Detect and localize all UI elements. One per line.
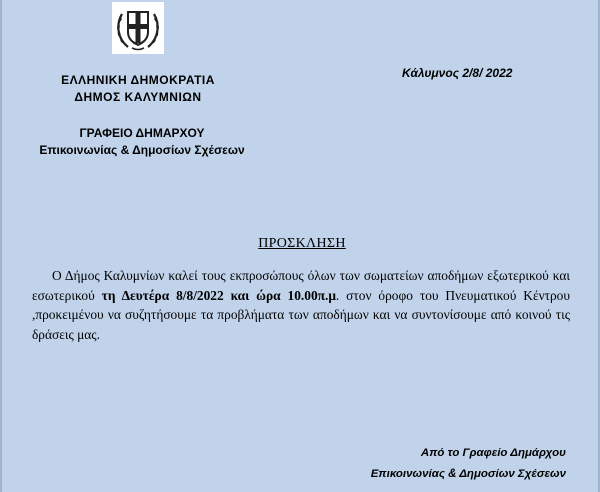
header-department: Επικοινωνίας & Δημοσίων Σχέσεων xyxy=(39,143,245,157)
header-municipality: ΔΗΜΟΣ ΚΑΛΥΜΝΙΩΝ xyxy=(74,90,202,104)
header-republic: ΕΛΛΗΝΙΚΗ ΔΗΜΟΚΡΑΤΙΑ xyxy=(61,73,215,87)
document-title: ΠΡΟΣΚΛΗΣΗ xyxy=(258,236,346,251)
signature-line-1: Από το Γραφείο Δημάρχου xyxy=(420,447,566,459)
signature-line-2: Επικοινωνίας & Δημοσίων Σχέσεων xyxy=(370,468,566,480)
body-text-1: Ο Δήμος Καλυμνίων καλεί τους εκπροσώπους όλων των σωματείων αποδήμων εξωτερικού και εσωτερικού xyxy=(32,268,570,303)
greek-coat-of-arms-icon xyxy=(112,2,164,54)
header-office-block xyxy=(32,125,252,159)
document-date: Κάλυμνος 2/8/ 2022 xyxy=(402,66,513,80)
body-text-2: . στον όροφο του Πνευματικού Κέντρου ,προκειμένου να συζητήσουμε τα προβλήματα των αποδήμων και να συντονίσουμε από κοινού τις δράσεις μας. xyxy=(32,287,571,342)
signature-block xyxy=(371,443,566,485)
header-organization xyxy=(38,72,238,106)
body-paragraph xyxy=(32,266,570,344)
document-body xyxy=(32,266,570,344)
body-date-time: τη Δευτέρα 8/8/2022 και ώρα 10.00π.μ xyxy=(101,287,336,303)
header-office: ΓΡΑΦΕΙΟ ΔΗΜΑΡΧΟΥ xyxy=(79,126,205,140)
